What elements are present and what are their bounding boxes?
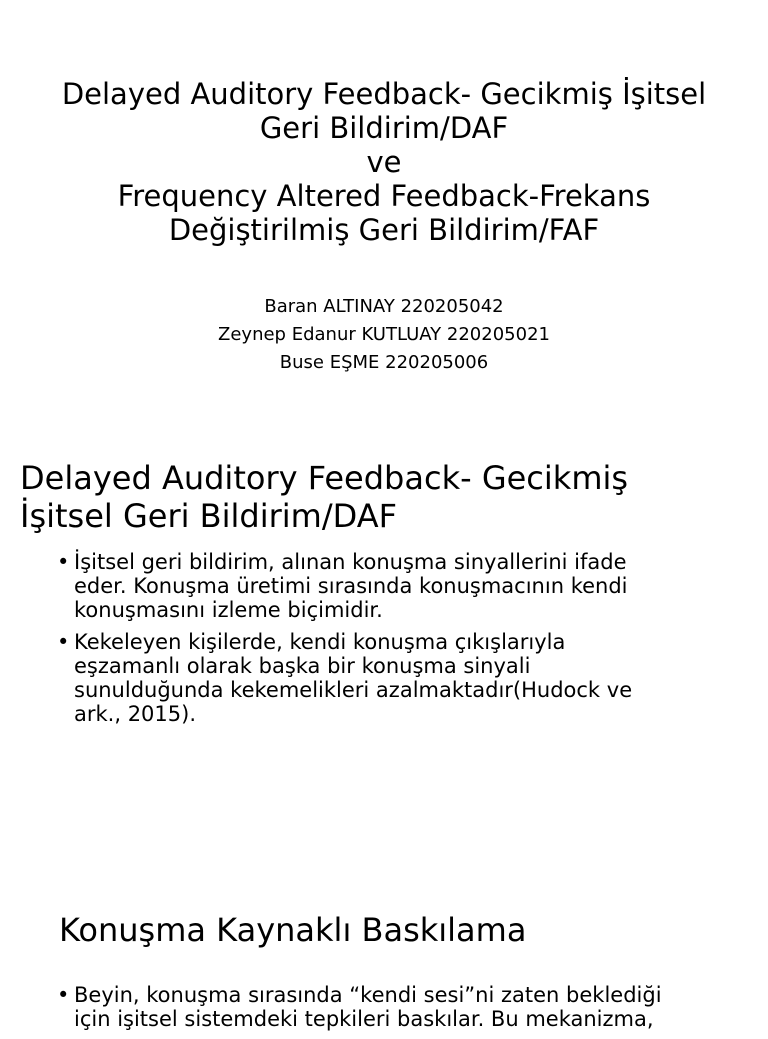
slide-3-bullet-list bbox=[57, 983, 757, 1039]
bullet-item: • Kekeleyen kişilerde, kendi konuşma çıkışlarıyla eşzamanlı olarak başka bir konuşma sinyali sunulduğunda kekemelikleri azalmaktadır(Hudock ve ark., 2015). bbox=[57, 630, 757, 726]
title-line: ve bbox=[366, 145, 402, 179]
title-line: Delayed Auditory Feedback- Gecikmiş İşitsel bbox=[61, 77, 707, 111]
author-line: Zeynep Edanur KUTLUAY 220205021 bbox=[218, 324, 550, 345]
author-line: Buse EŞME 220205006 bbox=[279, 352, 489, 373]
title-line: Değiştirilmiş Geri Bildirim/FAF bbox=[168, 213, 600, 247]
slide-2-bullet-list bbox=[57, 550, 757, 734]
slide-2-heading bbox=[20, 459, 628, 535]
heading-line: Delayed Auditory Feedback- Gecikmiş bbox=[20, 459, 629, 497]
heading-line: İşitsel Geri Bildirim/DAF bbox=[20, 497, 397, 535]
bullet-item: • Beyin, konuşma sırasında “kendi sesi”ni zaten beklediği için işitsel sistemdeki tepkileri baskılar. Bu mekanizma, bbox=[57, 983, 757, 1031]
title-line: Frequency Altered Feedback-Frekans bbox=[117, 179, 651, 213]
slide-1-authors bbox=[0, 293, 768, 377]
slide-3-heading: Konuşma Kaynaklı Baskılama bbox=[59, 911, 527, 949]
title-line: Geri Bildirim/DAF bbox=[259, 111, 509, 145]
slide-1-title bbox=[0, 77, 768, 247]
author-line: Baran ALTINAY 220205042 bbox=[264, 296, 504, 317]
bullet-item: • İşitsel geri bildirim, alınan konuşma sinyallerini ifade eder. Konuşma üretimi sırasında konuşmacının kendi konuşmasını izleme biçimidir. bbox=[57, 550, 757, 622]
